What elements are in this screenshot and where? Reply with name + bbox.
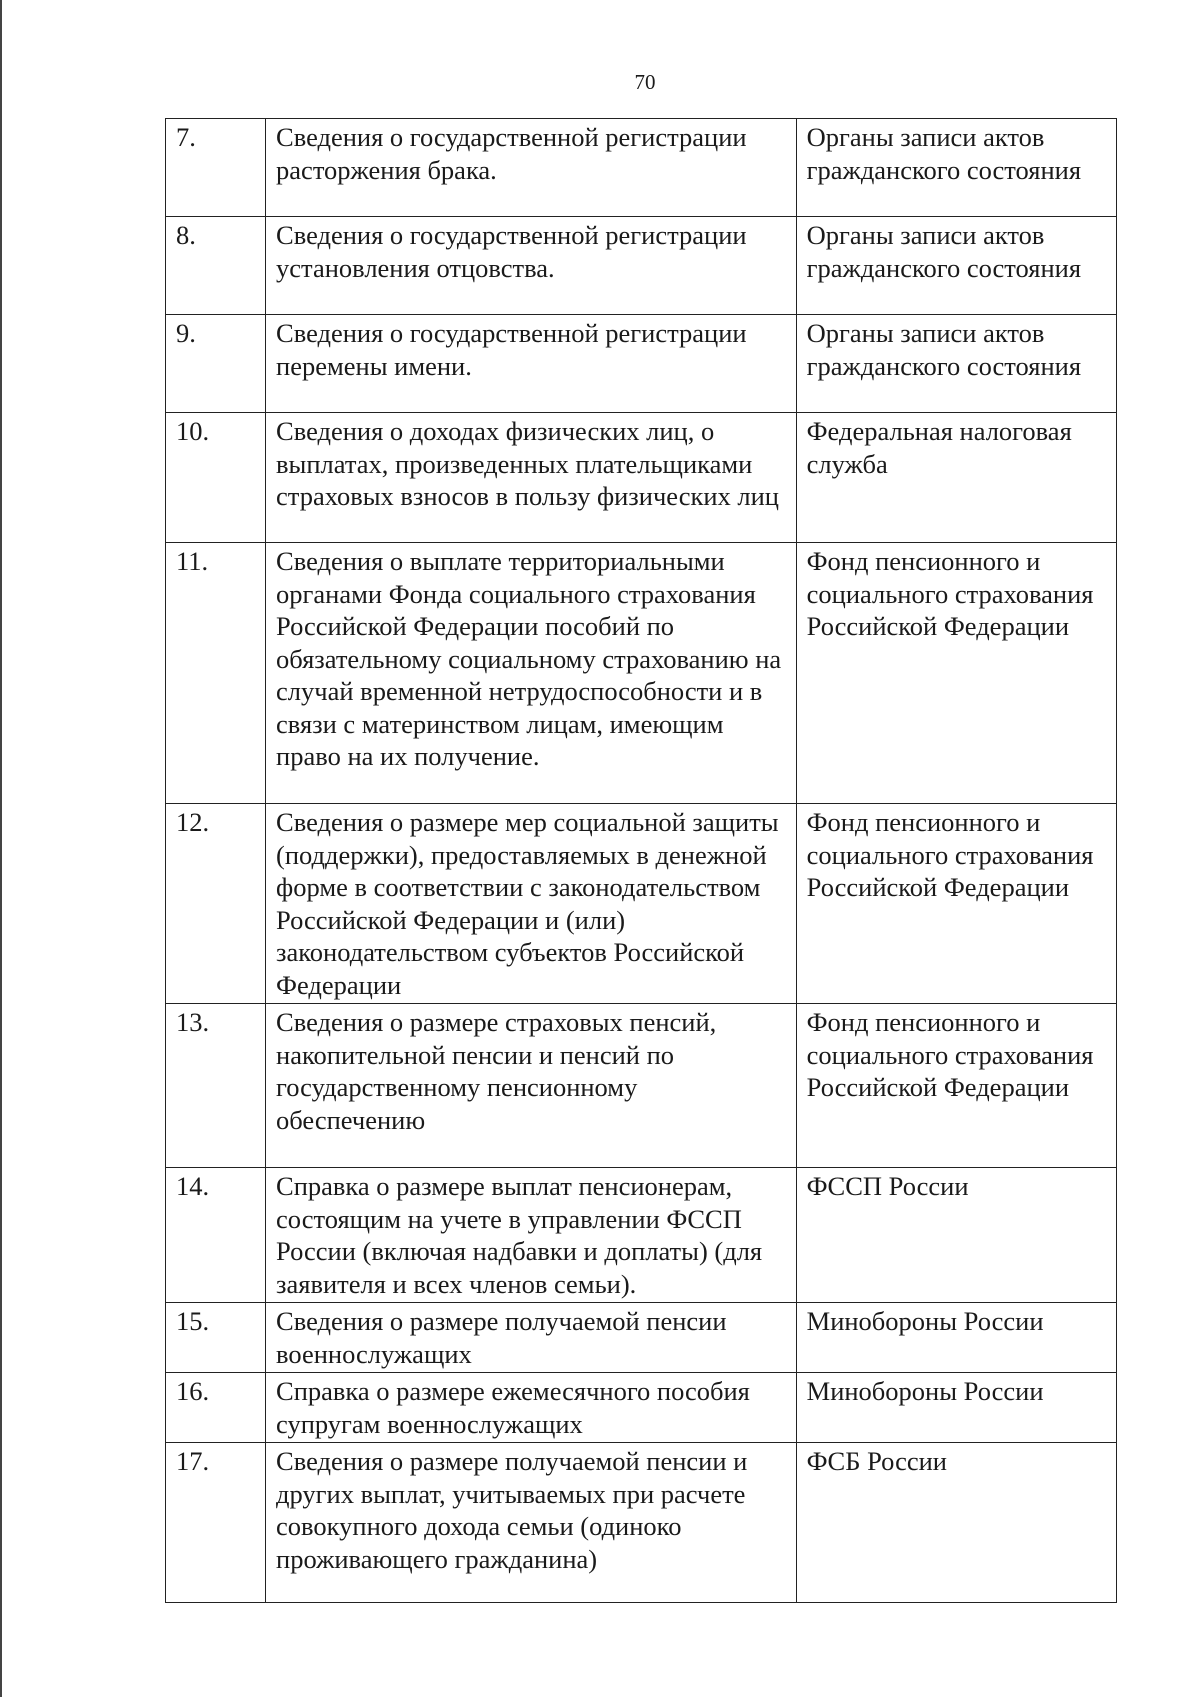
row-number: 15. <box>166 1303 266 1373</box>
table-row <box>166 315 1117 413</box>
row-source: ФСБ России <box>796 1443 1116 1603</box>
table-row <box>166 119 1117 217</box>
row-source: Органы записи актов гражданского состояния <box>796 217 1116 315</box>
row-source: Органы записи актов гражданского состояния <box>796 315 1116 413</box>
row-information: Сведения о размере страховых пенсий, накопительной пенсии и пенсий по государственному пенсионному обеспечению <box>266 1004 797 1168</box>
page-left-edge <box>0 0 2 1697</box>
row-source: Федеральная налоговая служба <box>796 413 1116 543</box>
row-number: 17. <box>166 1443 266 1603</box>
row-information: Сведения о государственной регистрации расторжения брака. <box>266 119 797 217</box>
row-number: 8. <box>166 217 266 315</box>
row-information: Сведения о размере мер социальной защиты (поддержки), предоставляемых в денежной форме в соответствии с законодательством Российской Федерации и (или) законодательством субъектов Российской Федерации <box>266 804 797 1004</box>
row-number: 11. <box>166 543 266 804</box>
row-information: Сведения о размере получаемой пенсии и других выплат, учитываемых при расчете совокупного дохода семьи (одиноко проживающего гражданина) <box>266 1443 797 1603</box>
row-number: 10. <box>166 413 266 543</box>
row-information: Сведения о размере получаемой пенсии военнослужащих <box>266 1303 797 1373</box>
row-number: 7. <box>166 119 266 217</box>
row-source: Фонд пенсионного и социального страхования Российской Федерации <box>796 543 1116 804</box>
row-source: Органы записи актов гражданского состояния <box>796 119 1116 217</box>
table-row <box>166 1168 1117 1303</box>
page-number: 70 <box>634 70 656 94</box>
table-row <box>166 1004 1117 1168</box>
row-information: Справка о размере ежемесячного пособия супругам военнослужащих <box>266 1373 797 1443</box>
row-source: Фонд пенсионного и социального страхования Российской Федерации <box>796 1004 1116 1168</box>
row-information: Сведения о выплате территориальными органами Фонда социального страхования Российской Федерации пособий по обязательному социальному страхованию на случай временной нетрудоспособности и в связи с материнством лицам, имеющим право на их получение. <box>266 543 797 804</box>
table-row <box>166 543 1117 804</box>
row-source: Минобороны России <box>796 1373 1116 1443</box>
row-information: Справка о размере выплат пенсионерам, состоящим на учете в управлении ФССП России (включая надбавки и доплаты) (для заявителя и всех членов семьи). <box>266 1168 797 1303</box>
table-row <box>166 804 1117 1004</box>
row-source: Фонд пенсионного и социального страхования Российской Федерации <box>796 804 1116 1004</box>
row-number: 16. <box>166 1373 266 1443</box>
row-information: Сведения о государственной регистрации перемены имени. <box>266 315 797 413</box>
row-number: 12. <box>166 804 266 1004</box>
table-row <box>166 1303 1117 1373</box>
row-source: ФССП России <box>796 1168 1116 1303</box>
table-row <box>166 1443 1117 1603</box>
row-number: 14. <box>166 1168 266 1303</box>
table-row <box>166 1373 1117 1443</box>
row-information: Сведения о государственной регистрации установления отцовства. <box>266 217 797 315</box>
row-number: 13. <box>166 1004 266 1168</box>
row-number: 9. <box>166 315 266 413</box>
table-row <box>166 217 1117 315</box>
table-row <box>166 413 1117 543</box>
row-source: Минобороны России <box>796 1303 1116 1373</box>
document-table <box>165 118 1117 1603</box>
row-information: Сведения о доходах физических лиц, о выплатах, произведенных плательщиками страховых взносов в пользу физических лиц <box>266 413 797 543</box>
